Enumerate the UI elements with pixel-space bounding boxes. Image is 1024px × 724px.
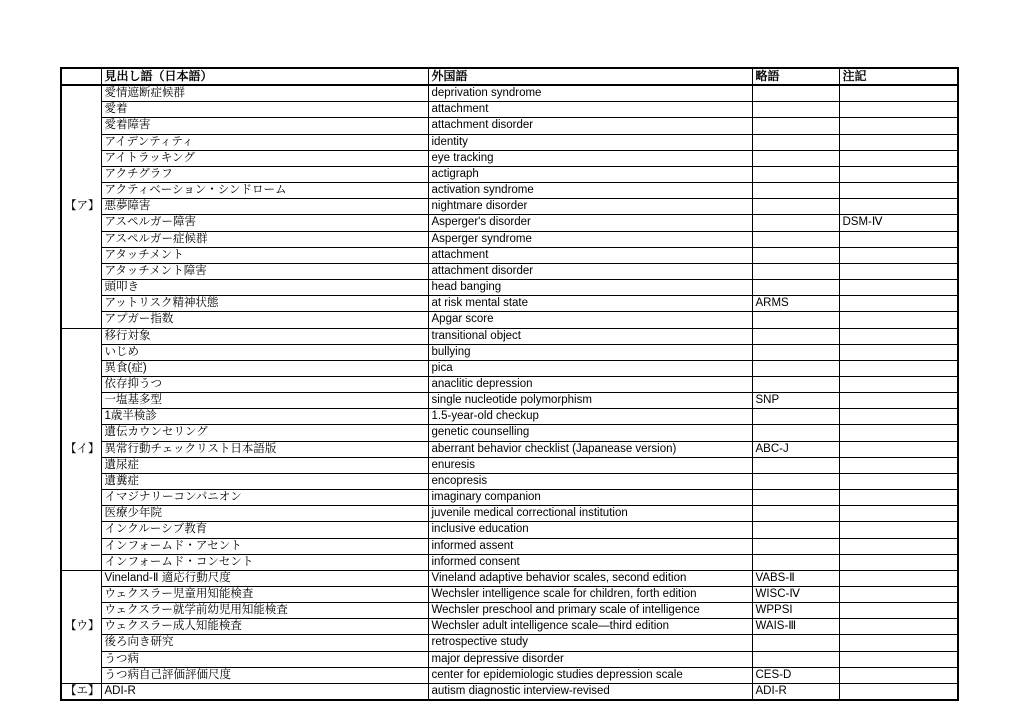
cell-abbr xyxy=(752,538,839,554)
cell-foreign: transitional object xyxy=(428,328,752,344)
cell-note xyxy=(839,587,958,603)
cell-foreign: head banging xyxy=(428,280,752,296)
table-row xyxy=(61,183,958,199)
cell-note xyxy=(839,441,958,457)
cell-abbr xyxy=(752,231,839,247)
cell-headword: 一塩基多型 xyxy=(101,393,428,409)
cell-abbr xyxy=(752,425,839,441)
cell-abbr xyxy=(752,522,839,538)
cell-foreign: Apgar score xyxy=(428,312,752,328)
cell-foreign: Asperger syndrome xyxy=(428,231,752,247)
cell-note xyxy=(839,199,958,215)
cell-note xyxy=(839,635,958,651)
header-foreign: 外国語 xyxy=(428,68,752,85)
cell-note xyxy=(839,231,958,247)
cell-foreign: bullying xyxy=(428,344,752,360)
cell-foreign: actigraph xyxy=(428,166,752,182)
cell-foreign: retrospective study xyxy=(428,635,752,651)
cell-note xyxy=(839,280,958,296)
table-row xyxy=(61,296,958,312)
cell-note xyxy=(839,183,958,199)
cell-headword: アクチグラフ xyxy=(101,166,428,182)
cell-abbr xyxy=(752,280,839,296)
cell-headword: ウェクスラー就学前幼児用知能検査 xyxy=(101,603,428,619)
cell-abbr xyxy=(752,328,839,344)
cell-headword: 遺伝カウンセリング xyxy=(101,425,428,441)
cell-headword: うつ病自己評価評価尺度 xyxy=(101,667,428,683)
cell-note xyxy=(839,425,958,441)
table-row xyxy=(61,150,958,166)
cell-abbr xyxy=(752,376,839,392)
cell-abbr: ADI-R xyxy=(752,683,839,700)
cell-abbr: SNP xyxy=(752,393,839,409)
table-row xyxy=(61,587,958,603)
header-row xyxy=(61,68,958,85)
table-row xyxy=(61,409,958,425)
table-row xyxy=(61,619,958,635)
cell-note xyxy=(839,490,958,506)
table-row xyxy=(61,85,958,102)
cell-foreign: aberrant behavior checklist (Japanease version) xyxy=(428,441,752,457)
cell-foreign: informed consent xyxy=(428,554,752,570)
cell-foreign: autism diagnostic interview-revised xyxy=(428,683,752,700)
cell-note xyxy=(839,393,958,409)
cell-foreign: Wechsler adult intelligence scale—third edition xyxy=(428,619,752,635)
cell-foreign: attachment disorder xyxy=(428,118,752,134)
cell-headword: 後ろ向き研究 xyxy=(101,635,428,651)
cell-abbr xyxy=(752,150,839,166)
table-row xyxy=(61,199,958,215)
cell-headword: Vineland-Ⅱ 適応行動尺度 xyxy=(101,570,428,586)
cell-headword: 愛着 xyxy=(101,102,428,118)
table-row xyxy=(61,166,958,182)
table-row xyxy=(61,118,958,134)
cell-abbr: WPPSI xyxy=(752,603,839,619)
cell-note xyxy=(839,118,958,134)
cell-foreign: Wechsler intelligence scale for children, forth edition xyxy=(428,587,752,603)
cell-abbr xyxy=(752,247,839,263)
cell-foreign: at risk mental state xyxy=(428,296,752,312)
cell-headword: インフォームド・アセント xyxy=(101,538,428,554)
section-marker: 【イ】 xyxy=(61,328,101,570)
cell-headword: アスペルガー症候群 xyxy=(101,231,428,247)
cell-note xyxy=(839,247,958,263)
cell-foreign: eye tracking xyxy=(428,150,752,166)
cell-headword: 医療少年院 xyxy=(101,506,428,522)
cell-note xyxy=(839,296,958,312)
cell-headword: 頭叩き xyxy=(101,280,428,296)
cell-note xyxy=(839,85,958,102)
cell-foreign: attachment xyxy=(428,247,752,263)
table-row xyxy=(61,280,958,296)
cell-foreign: major depressive disorder xyxy=(428,651,752,667)
table-row xyxy=(61,215,958,231)
cell-foreign: attachment xyxy=(428,102,752,118)
cell-note xyxy=(839,102,958,118)
table-row xyxy=(61,344,958,360)
cell-note xyxy=(839,570,958,586)
cell-note xyxy=(839,683,958,700)
cell-foreign: pica xyxy=(428,360,752,376)
cell-headword: ウェクスラー成人知能検査 xyxy=(101,619,428,635)
header-headword: 見出し語（日本語） xyxy=(101,68,428,85)
cell-foreign: juvenile medical correctional institution xyxy=(428,506,752,522)
table-row xyxy=(61,231,958,247)
cell-abbr xyxy=(752,263,839,279)
cell-foreign: informed assent xyxy=(428,538,752,554)
cell-abbr: CES-D xyxy=(752,667,839,683)
section-marker: 【エ】 xyxy=(61,683,101,700)
cell-abbr xyxy=(752,166,839,182)
cell-headword: アスペルガー障害 xyxy=(101,215,428,231)
cell-note xyxy=(839,554,958,570)
cell-headword: 異常行動チェックリスト日本語版 xyxy=(101,441,428,457)
header-abbr: 略語 xyxy=(752,68,839,85)
table-row xyxy=(61,134,958,150)
cell-foreign: identity xyxy=(428,134,752,150)
cell-note xyxy=(839,312,958,328)
cell-abbr xyxy=(752,360,839,376)
cell-foreign: activation syndrome xyxy=(428,183,752,199)
table-row xyxy=(61,441,958,457)
cell-headword: アタッチメント障害 xyxy=(101,263,428,279)
cell-note xyxy=(839,651,958,667)
cell-abbr xyxy=(752,134,839,150)
cell-note xyxy=(839,538,958,554)
cell-note xyxy=(839,409,958,425)
glossary-table xyxy=(60,67,959,701)
cell-abbr xyxy=(752,554,839,570)
cell-note xyxy=(839,134,958,150)
cell-foreign: Wechsler preschool and primary scale of intelligence xyxy=(428,603,752,619)
cell-headword: 依存抑うつ xyxy=(101,376,428,392)
table-row xyxy=(61,425,958,441)
table-row xyxy=(61,667,958,683)
cell-headword: イマジナリーコンパニオン xyxy=(101,490,428,506)
table-row xyxy=(61,247,958,263)
cell-headword: 移行対象 xyxy=(101,328,428,344)
cell-foreign: single nucleotide polymorphism xyxy=(428,393,752,409)
cell-headword: 異食(症) xyxy=(101,360,428,376)
table-row xyxy=(61,506,958,522)
cell-headword: 遺糞症 xyxy=(101,473,428,489)
cell-note xyxy=(839,344,958,360)
cell-abbr: ARMS xyxy=(752,296,839,312)
header-section-column xyxy=(61,68,101,85)
cell-abbr: VABS-Ⅱ xyxy=(752,570,839,586)
cell-note xyxy=(839,150,958,166)
cell-note xyxy=(839,619,958,635)
cell-note xyxy=(839,263,958,279)
cell-note: DSM-Ⅳ xyxy=(839,215,958,231)
cell-abbr xyxy=(752,118,839,134)
cell-headword: アタッチメント xyxy=(101,247,428,263)
table-row xyxy=(61,603,958,619)
table-row xyxy=(61,328,958,344)
cell-foreign: attachment disorder xyxy=(428,263,752,279)
table-row xyxy=(61,360,958,376)
cell-abbr xyxy=(752,490,839,506)
cell-headword: うつ病 xyxy=(101,651,428,667)
cell-abbr xyxy=(752,85,839,102)
cell-abbr: ABC-J xyxy=(752,441,839,457)
cell-headword: インフォームド・コンセント xyxy=(101,554,428,570)
table-row xyxy=(61,538,958,554)
cell-headword: 愛情遮断症候群 xyxy=(101,85,428,102)
cell-foreign: nightmare disorder xyxy=(428,199,752,215)
cell-headword: アットリスク精神状態 xyxy=(101,296,428,312)
cell-headword: アプガー指数 xyxy=(101,312,428,328)
cell-note xyxy=(839,603,958,619)
cell-abbr xyxy=(752,344,839,360)
table-row xyxy=(61,651,958,667)
cell-abbr xyxy=(752,183,839,199)
section-marker: 【ウ】 xyxy=(61,570,101,683)
cell-headword: アイトラッキング xyxy=(101,150,428,166)
cell-abbr xyxy=(752,473,839,489)
cell-note xyxy=(839,522,958,538)
cell-abbr xyxy=(752,635,839,651)
cell-headword: ADI-R xyxy=(101,683,428,700)
cell-abbr: WISC-Ⅳ xyxy=(752,587,839,603)
table-row xyxy=(61,263,958,279)
cell-headword: アイデンティティ xyxy=(101,134,428,150)
table-row xyxy=(61,312,958,328)
cell-foreign: enuresis xyxy=(428,457,752,473)
cell-foreign: genetic counselling xyxy=(428,425,752,441)
cell-foreign: center for epidemiologic studies depression scale xyxy=(428,667,752,683)
table-row xyxy=(61,683,958,700)
cell-note xyxy=(839,457,958,473)
cell-foreign: deprivation syndrome xyxy=(428,85,752,102)
cell-abbr xyxy=(752,199,839,215)
cell-headword: 遺尿症 xyxy=(101,457,428,473)
cell-foreign: Asperger's disorder xyxy=(428,215,752,231)
section-marker: 【ア】 xyxy=(61,85,101,328)
header-note: 注記 xyxy=(839,68,958,85)
table-row xyxy=(61,393,958,409)
cell-note xyxy=(839,506,958,522)
cell-headword: ウェクスラー児童用知能検査 xyxy=(101,587,428,603)
cell-abbr xyxy=(752,651,839,667)
cell-note xyxy=(839,376,958,392)
cell-abbr xyxy=(752,312,839,328)
cell-abbr xyxy=(752,457,839,473)
cell-note xyxy=(839,360,958,376)
cell-headword: アクティベーション・シンドローム xyxy=(101,183,428,199)
table-row xyxy=(61,554,958,570)
cell-note xyxy=(839,166,958,182)
cell-foreign: anaclitic depression xyxy=(428,376,752,392)
cell-foreign: inclusive education xyxy=(428,522,752,538)
cell-foreign: imaginary companion xyxy=(428,490,752,506)
cell-note xyxy=(839,473,958,489)
cell-headword: 悪夢障害 xyxy=(101,199,428,215)
glossary-table-body xyxy=(61,85,958,700)
cell-foreign: Vineland adaptive behavior scales, second edition xyxy=(428,570,752,586)
cell-abbr: WAIS-Ⅲ xyxy=(752,619,839,635)
cell-abbr xyxy=(752,409,839,425)
table-row xyxy=(61,635,958,651)
cell-foreign: 1.5-year-old checkup xyxy=(428,409,752,425)
cell-headword: 1歳半検診 xyxy=(101,409,428,425)
cell-headword: いじめ xyxy=(101,344,428,360)
table-row xyxy=(61,457,958,473)
table-row xyxy=(61,570,958,586)
table-row xyxy=(61,376,958,392)
table-row xyxy=(61,473,958,489)
table-row xyxy=(61,522,958,538)
cell-headword: 愛着障害 xyxy=(101,118,428,134)
cell-abbr xyxy=(752,215,839,231)
cell-note xyxy=(839,328,958,344)
table-row xyxy=(61,490,958,506)
cell-foreign: encopresis xyxy=(428,473,752,489)
cell-abbr xyxy=(752,506,839,522)
cell-abbr xyxy=(752,102,839,118)
table-row xyxy=(61,102,958,118)
cell-note xyxy=(839,667,958,683)
cell-headword: インクルーシブ教育 xyxy=(101,522,428,538)
